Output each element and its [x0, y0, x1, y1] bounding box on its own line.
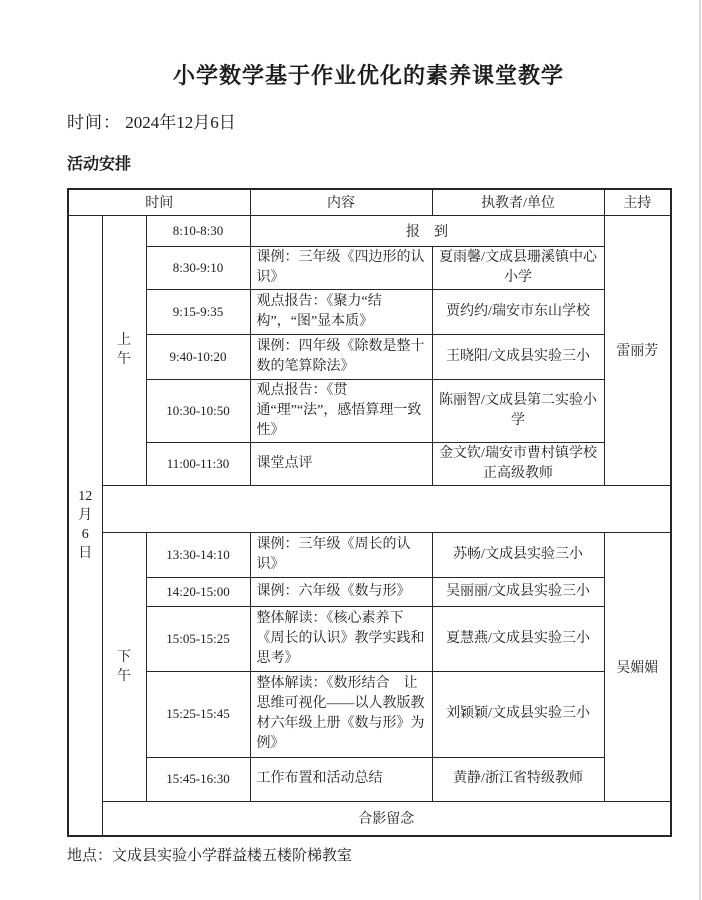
col-header-time: 时间 — [68, 189, 250, 215]
afternoon-label-line: 午 — [117, 668, 131, 684]
time-cell: 10:30-10:50 — [146, 379, 250, 442]
content-cell: 课例：三年级《周长的认识》 — [250, 532, 432, 577]
time-cell: 8:30-9:10 — [146, 246, 250, 289]
date-line: 12 — [78, 489, 93, 505]
schedule-table — [67, 188, 672, 837]
instructor-cell: 吴丽丽/文成县实验三小 — [432, 577, 604, 606]
time-cell: 9:40-10:20 — [146, 334, 250, 379]
event-date-label: 时间： — [67, 113, 121, 132]
group-photo-cell: 合影留念 — [102, 801, 671, 836]
instructor-cell: 贾约约/瑞安市东山学校 — [432, 289, 604, 334]
table-row — [68, 757, 671, 801]
instructor-cell: 夏慧燕/文成县实验三小 — [432, 606, 604, 671]
content-cell: 观点报告：《聚力“结构”，“图”显本质》 — [250, 289, 432, 334]
table-row — [68, 215, 671, 246]
afternoon-host-cell: 吴媚媚 — [604, 532, 671, 801]
instructor-cell: 金文钦/瑞安市曹村镇学校 正高级教师 — [432, 442, 604, 485]
location-line: 地点：文成县实验小学群益楼五楼阶梯教室 — [67, 848, 353, 864]
group-photo-row — [68, 801, 671, 836]
break-cell — [102, 485, 671, 532]
instructor-cell: 夏雨馨/文成县珊溪镇中心小学 — [432, 246, 604, 289]
content-cell: 课堂点评 — [250, 442, 432, 485]
table-row — [68, 532, 671, 577]
col-header-content: 内容 — [250, 189, 432, 215]
instructor-cell: 王晓阳/文成县实验三小 — [432, 334, 604, 379]
morning-label-line: 午 — [117, 352, 131, 367]
time-cell: 8:10-8:30 — [146, 215, 250, 246]
table-row — [68, 577, 671, 606]
time-cell: 11:00-11:30 — [146, 442, 250, 485]
time-cell: 9:15-9:35 — [146, 289, 250, 334]
date-line: 月 — [78, 508, 93, 524]
content-cell: 报 到 — [250, 215, 604, 246]
col-header-host: 主持 — [604, 189, 671, 215]
page-edge-line — [699, 0, 701, 900]
section-heading: 活动安排 — [67, 156, 132, 173]
table-row — [68, 246, 671, 289]
content-cell: 课例：三年级《四边形的认识》 — [250, 246, 432, 289]
table-row — [68, 671, 671, 757]
content-cell: 整体解读：《核心素养下《周长的认识》教学实践和思考》 — [250, 606, 432, 671]
content-cell: 课例：六年级《数与形》 — [250, 577, 432, 606]
time-cell: 13:30-14:10 — [146, 532, 250, 577]
table-row — [68, 379, 671, 442]
table-row — [68, 442, 671, 485]
content-cell: 课例：四年级《除数是整十数的笔算除法》 — [250, 334, 432, 379]
afternoon-label-cell — [102, 532, 146, 801]
date-line: 6 — [81, 527, 89, 543]
col-header-instructor: 执教者/单位 — [432, 189, 604, 215]
page-title: 小学数学基于作业优化的素养课堂教学 — [172, 63, 564, 88]
date-cell — [68, 215, 102, 836]
time-cell: 15:25-15:45 — [146, 671, 250, 757]
time-cell: 14:20-15:00 — [146, 577, 250, 606]
table-row — [68, 289, 671, 334]
event-date-line — [67, 111, 670, 135]
header-row — [68, 189, 671, 215]
morning-label-line: 上 — [117, 333, 131, 348]
date-line: 日 — [78, 546, 93, 562]
time-cell: 15:05-15:25 — [146, 606, 250, 671]
content-cell: 工作布置和活动总结 — [250, 757, 432, 801]
instructor-cell: 刘颖颖/文成县实验三小 — [432, 671, 604, 757]
instructor-cell: 陈丽智/文成县第二实验小学 — [432, 379, 604, 442]
afternoon-label-line: 下 — [117, 649, 131, 665]
table-row — [68, 606, 671, 671]
table-row — [68, 334, 671, 379]
morning-label-cell — [102, 215, 146, 485]
morning-host-cell: 雷丽芳 — [604, 215, 671, 485]
instructor-cell: 黄静/浙江省特级教师 — [432, 757, 604, 801]
event-date-value: 2024年12月6日 — [125, 113, 236, 132]
break-row — [68, 485, 671, 532]
content-cell: 整体解读：《数形结合 让思维可视化——以人教版教材六年级上册《数与形》为例》 — [250, 671, 432, 757]
content-cell: 观点报告：《贯通“理”“法”，感悟算理一致性》 — [250, 379, 432, 442]
instructor-cell: 苏畅/文成县实验三小 — [432, 532, 604, 577]
time-cell: 15:45-16:30 — [146, 757, 250, 801]
